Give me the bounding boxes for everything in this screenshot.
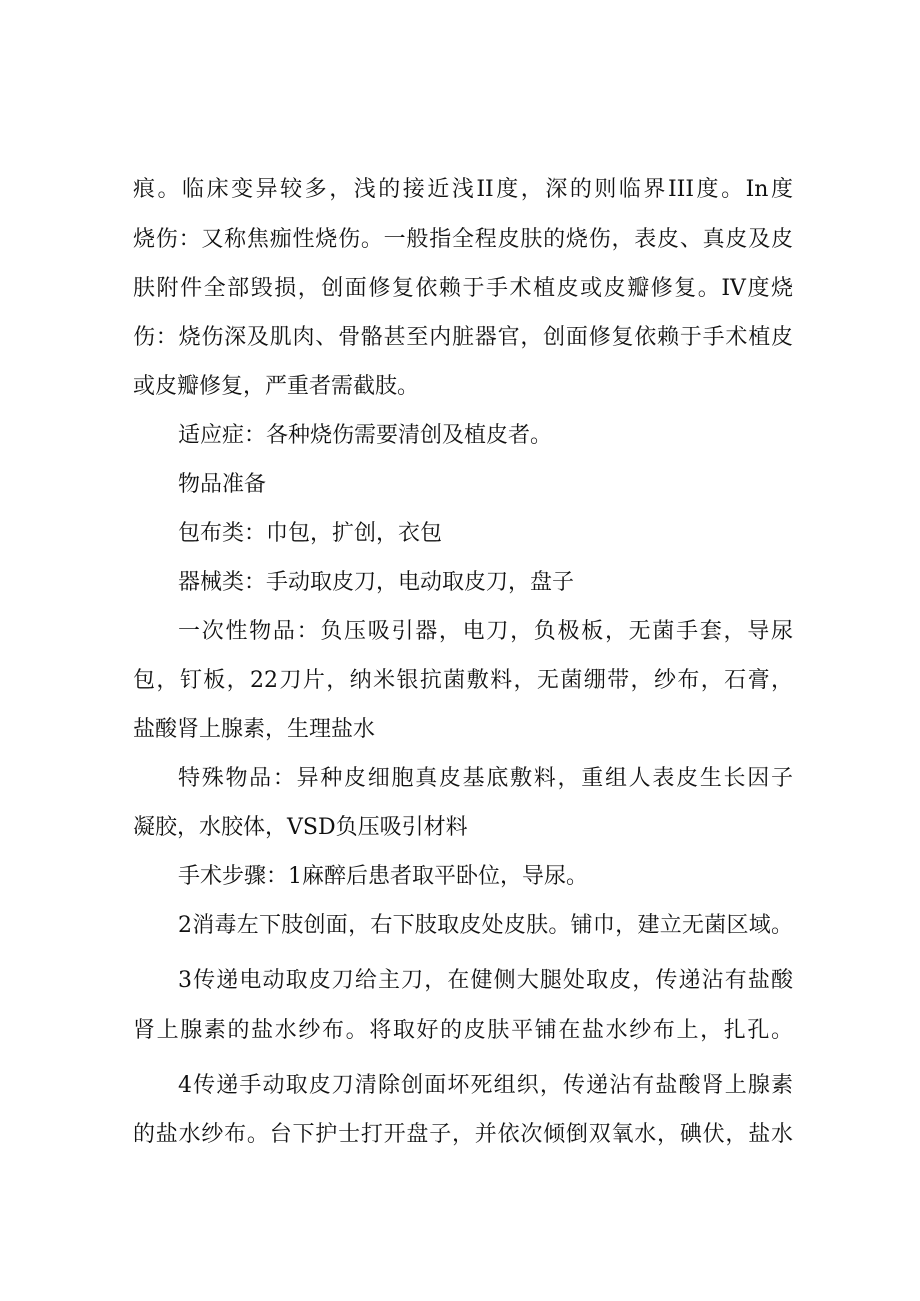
text-line: 烧伤：又称焦痂性烧伤。一般指全程皮肤的烧伤，表皮、真皮及皮 (133, 227, 793, 252)
text-line: 4传递手动取皮刀清除创面坏死组织，传递沾有盐酸肾上腺素 (178, 1073, 793, 1098)
text-line: 肾上腺素的盐水纱布。将取好的皮肤平铺在盐水纱布上，扎孔。 (133, 1018, 793, 1043)
text-line: 2消毒左下肢创面，右下肢取皮处皮肤。铺巾，建立无菌区域。 (178, 913, 793, 938)
text-line: 适应症：各种烧伤需要清创及植皮者。 (178, 423, 553, 448)
text-line: 肤附件全部毁损，创面修复依赖于手术植皮或皮瓣修复。IV度烧 (133, 276, 793, 301)
text-line: 伤：烧伤深及肌肉、骨骼甚至内脏器官，创面修复依赖于手术植皮 (133, 325, 793, 350)
text-line: 盐酸肾上腺素，生理盐水 (133, 717, 376, 742)
text-line: 凝胶，水胶体，VSD负压吸引材料 (133, 815, 468, 840)
text-line: 3传递电动取皮刀给主刀，在健侧大腿处取皮，传递沾有盐酸 (178, 968, 793, 993)
text-line: 包布类：巾包，扩创，衣包 (178, 521, 443, 546)
text-line: 痕。临床变异较多，浅的接近浅II度，深的则临界III度。In度 (133, 177, 793, 202)
text-line: 或皮瓣修复，严重者需截肢。 (133, 374, 420, 399)
text-line: 特殊物品：异种皮细胞真皮基底敷料，重组人表皮生长因子 (178, 766, 793, 791)
text-line: 的盐水纱布。台下护士打开盘子，并依次倾倒双氧水，碘伏，盐水 (133, 1122, 793, 1147)
text-line: 手术步骤：1麻醉后患者取平卧位，导尿。 (178, 864, 588, 889)
section-heading: 物品准备 (178, 472, 267, 497)
text-line: 包，钉板，22刀片，纳米银抗菌敷料，无菌绷带，纱布，石膏， (133, 668, 793, 693)
text-line: 一次性物品：负压吸引器，电刀，负极板，无菌手套，导尿 (178, 619, 793, 644)
text-line: 器械类：手动取皮刀，电动取皮刀，盘子 (178, 570, 575, 595)
